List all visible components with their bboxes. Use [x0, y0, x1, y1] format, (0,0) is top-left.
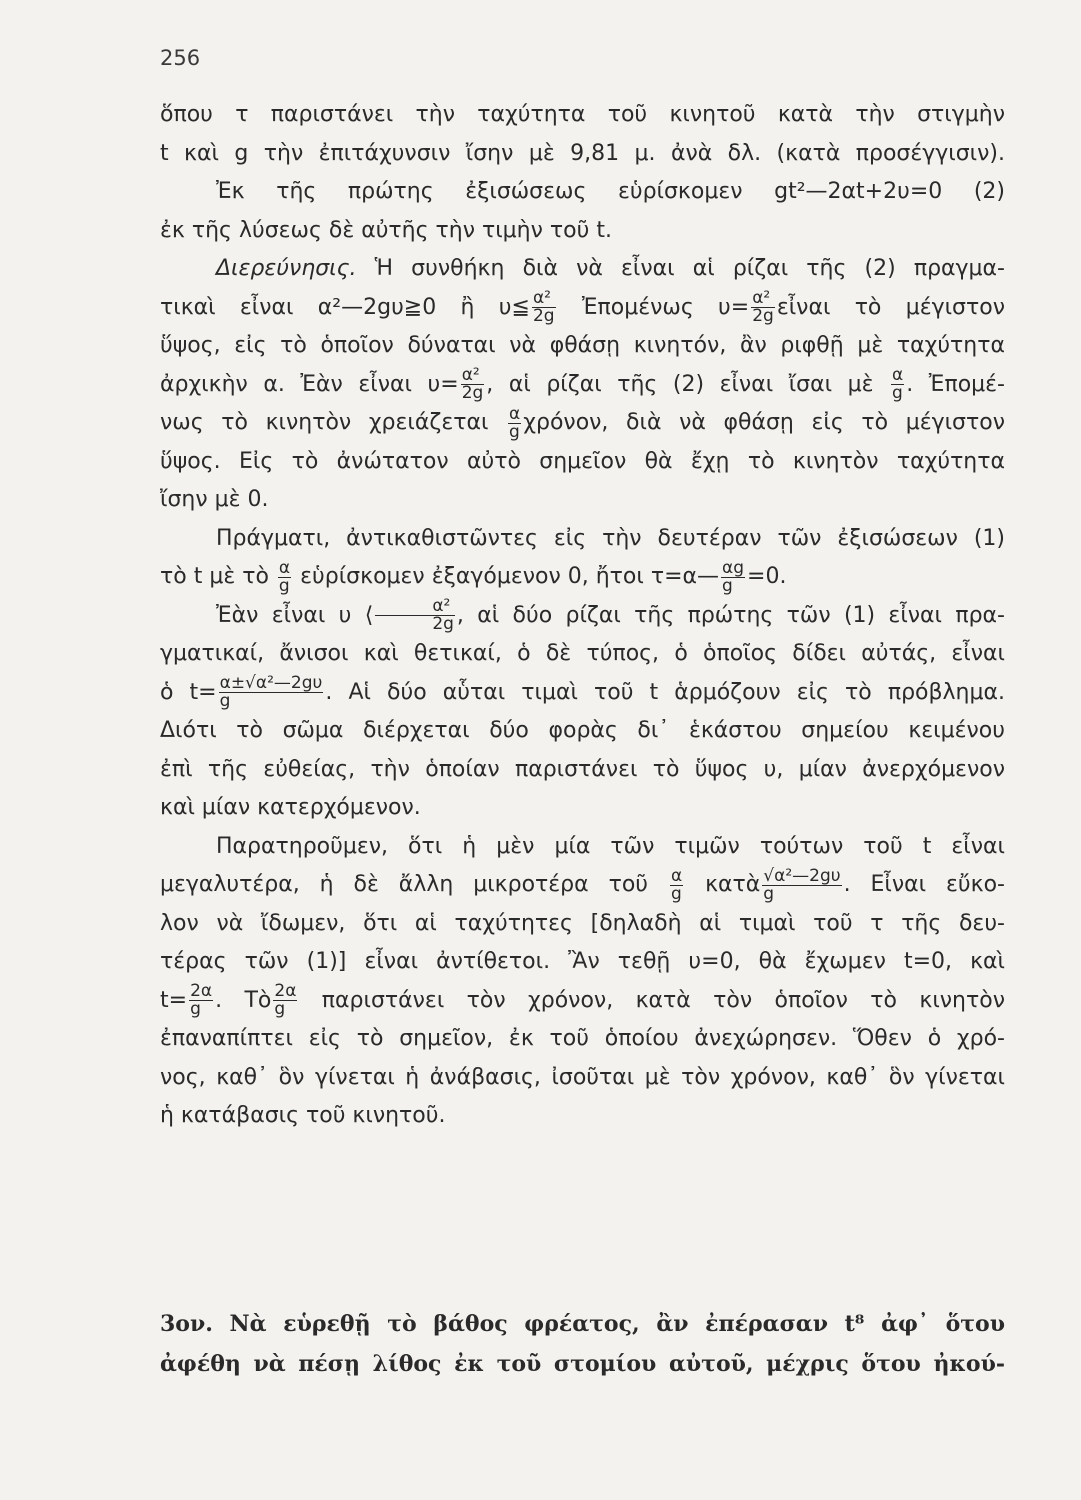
- fraction: [751, 290, 775, 325]
- text-span: τὸ t μὲ τὸ: [160, 564, 269, 589]
- text-span: χρόνον, διὰ νὰ φθάσῃ εἰς τὸ μέγιστον: [523, 410, 1005, 435]
- fraction: [219, 675, 324, 710]
- text-span: t=: [160, 987, 188, 1013]
- fraction-numerator: 2α: [274, 981, 297, 1001]
- text-span: μεγαλυτέρα, ἡ δὲ ἄλλη μικροτέρα τοῦ: [160, 872, 649, 897]
- fraction-denominator: g: [892, 383, 903, 403]
- fraction-denominator: g: [274, 999, 286, 1019]
- fraction: [762, 865, 841, 904]
- fraction-numerator: √α²—2gυ: [763, 865, 841, 886]
- text-line: Πράγματι, ἀντικαθιστῶντες εἰς τὴν δευτέραν τῶν ἐξισώσεων (1): [216, 525, 1005, 551]
- text-line: t καὶ g τὴν ἐπιτάχυνσιν ἴσην μὲ 9,81 μ. ἀνὰ δλ. (κατὰ προσέγγισιν).: [160, 140, 1005, 166]
- fraction: [375, 598, 455, 633]
- text-line: Διότι τὸ σῶμα διέρχεται δύο φορὰς δι᾽ ἑκάστου σημείου κειμένου: [160, 718, 1005, 743]
- text-line: λον νὰ ἴδωμεν, ὅτι αἱ ταχύτητες [δηλαδὴ αἱ τιμαὶ τοῦ τ τῆς δευ-: [160, 910, 1005, 936]
- text-line: ὕψος. Εἰς τὸ ἀνώτατον αὐτὸ σημεῖον θὰ ἔχῃ τὸ κινητὸν ταχύτητα: [160, 448, 1005, 474]
- fraction-numerator: α²: [375, 598, 455, 616]
- text-span: κατὰ: [705, 872, 761, 897]
- fraction-denominator: 2g: [432, 614, 454, 634]
- text-line: νος, καθ᾽ ὃν γίνεται ἡ ἀνάβασις, ἰσοῦται μὲ τὸν χρόνον, καθ᾽ ὃν γίνεται: [160, 1064, 1005, 1090]
- text-span: αἱ δύο ρίζαι τῆς πρώτης τῶν (1) εἶναι πρα-: [477, 602, 1005, 628]
- text-span: =0.: [747, 564, 787, 589]
- fraction: [891, 367, 904, 402]
- text-span: ὁ t=: [160, 679, 217, 705]
- text-span: Ἡ συνθήκη διὰ νὰ εἶναι αἱ ρίζαι τῆς (2) πραγμα-: [374, 256, 1005, 281]
- text-span: Ἐπομένως υ=: [581, 294, 750, 320]
- fraction-denominator: g: [509, 421, 520, 442]
- fraction-numerator: α: [670, 865, 683, 886]
- fraction-denominator: g: [670, 883, 682, 904]
- text-line: [160, 866, 1005, 905]
- text-line: [160, 674, 1005, 713]
- fraction-numerator: 2α: [190, 981, 213, 1001]
- fraction-denominator: 2g: [532, 306, 555, 326]
- fraction-denominator: g: [278, 575, 290, 596]
- fraction: [461, 367, 485, 402]
- text-span: . Αἱ δύο αὗται τιμαὶ τοῦ t ἁρμόζουν εἰς τὸ πρόβλημα.: [325, 679, 1005, 705]
- fraction-denominator: g: [722, 575, 733, 596]
- text-span: εἶναι τὸ μέγιστον: [776, 294, 1005, 320]
- discussion-label: Διερεύνησις.: [216, 256, 357, 281]
- fraction-denominator: g: [763, 883, 775, 904]
- section-heading: [160, 1304, 1005, 1384]
- text-line: ἡ κατάβασις τοῦ κινητοῦ.: [160, 1103, 446, 1128]
- heading-line: ἀφέθη νὰ πέσῃ λίθος ἐκ τοῦ στομίου αὐτοῦ, μέχρις ὅτου ἠκού-: [160, 1351, 1005, 1377]
- text-line: Ἐκ τῆς πρώτης ἐξισώσεως εὑρίσκομεν gt²—2αt+2υ=0 (2): [216, 179, 1005, 204]
- text-span: . Εἶναι εὔκο-: [843, 872, 1005, 897]
- body-text: [160, 96, 1005, 1136]
- fraction-denominator: g: [190, 999, 201, 1019]
- text-span: παριστάνει τὸν χρόνον, κατὰ τὸν ὁποῖον τὸ κινητὸν: [321, 987, 1005, 1013]
- fraction-numerator: α²: [751, 290, 775, 308]
- text-span: ἀρχικὴν α. Ἐὰν εἶναι υ=: [160, 371, 459, 397]
- text-line: ἐπαναπίπτει εἰς τὸ σημεῖον, ἐκ τοῦ ὁποίου ἀνεχώρησεν. Ὅθεν ὁ χρό-: [160, 1026, 1005, 1051]
- fraction-denominator: g: [219, 691, 231, 711]
- text-line: [160, 558, 1005, 597]
- page-number: 256: [160, 46, 201, 70]
- fraction: [189, 983, 213, 1018]
- text-line: καὶ μίαν κατερχόμενον.: [160, 795, 421, 820]
- fraction: [278, 557, 291, 596]
- text-line: ὅπου τ παριστάνει τὴν ταχύτητα τοῦ κινητοῦ κατὰ τὴν στιγμὴν: [160, 102, 1005, 127]
- fraction-numerator: α±√α²—2gυ: [219, 673, 323, 693]
- text-line: ἐκ τῆς λύσεως δὲ αὐτῆς τὴν τιμὴν τοῦ t.: [160, 217, 612, 243]
- fraction-numerator: α: [509, 403, 521, 424]
- text-line: [160, 289, 1005, 328]
- fraction-numerator: α²: [461, 367, 485, 385]
- fraction-denominator: 2g: [461, 383, 484, 403]
- text-span: . Ἐπομέ-: [906, 371, 1005, 397]
- fraction-numerator: α²: [532, 290, 556, 308]
- text-line: [160, 366, 1005, 405]
- text-line: ἴσην μὲ 0.: [160, 487, 269, 512]
- fraction: [670, 865, 683, 904]
- fraction-numerator: α: [278, 557, 291, 578]
- text-line: [160, 404, 1005, 443]
- fraction: [508, 403, 521, 442]
- text-span: εὑρίσκομεν ἐξαγόμενον 0, ἤτοι τ=α—: [300, 564, 720, 589]
- heading-line: 3ον. Νὰ εὑρεθῇ τὸ βάθος φρέατος, ἂν ἐπέρασαν t⁸ ἀφ᾽ ὅτου: [160, 1311, 1005, 1337]
- fraction: [721, 557, 745, 596]
- fraction: [273, 983, 297, 1018]
- text-line: [160, 982, 1005, 1021]
- text-span: . Τὸ: [215, 987, 272, 1013]
- fraction-numerator: αg: [722, 557, 745, 578]
- text-line: τέρας τῶν (1)] εἶναι ἀντίθετοι. Ἂν τεθῇ υ=0, θὰ ἔχωμεν t=0, καὶ: [160, 949, 1005, 974]
- text-span: Ἐὰν εἶναι υ ⟨: [216, 602, 374, 628]
- fraction: [532, 290, 556, 325]
- text-span: τικαὶ εἶναι α²—2gυ≧0 ἢ υ≦: [160, 294, 530, 320]
- text-line: γματικαί, ἄνισοι καὶ θετικαί, ὁ δὲ τύπος, ὁ ὁποῖος δίδει αὐτάς, εἶναι: [160, 641, 1005, 666]
- text-span: , αἱ ρίζαι τῆς (2) εἶναι ἴσαι μὲ: [486, 371, 874, 397]
- fraction-denominator: 2g: [752, 306, 774, 326]
- text-line: [160, 250, 1005, 289]
- text-span: νως τὸ κινητὸν χρειάζεται: [160, 410, 489, 435]
- text-line: Παρατηροῦμεν, ὅτι ἡ μὲν μία τῶν τιμῶν τούτων τοῦ t εἶναι: [216, 833, 1005, 859]
- text-line: Ἐὰν εἶναι υ ⟨ $\frac{\text{α²}}{2g}$ , αἱ δύο ρίζαι τῆς πρώτης τῶν (1) εἶναι πρα-: [216, 596, 1005, 634]
- fraction-numerator: α: [892, 365, 904, 385]
- text-line: ἐπὶ τῆς εὐθείας, τὴν ὁποίαν παριστάνει τὸ ὕψος υ, μίαν ἀνερχόμενον: [160, 756, 1005, 782]
- text-line: ὕψος, εἰς τὸ ὁποῖον δύναται νὰ φθάσῃ κινητόν, ἂν ριφθῇ μὲ ταχύτητα: [160, 333, 1005, 358]
